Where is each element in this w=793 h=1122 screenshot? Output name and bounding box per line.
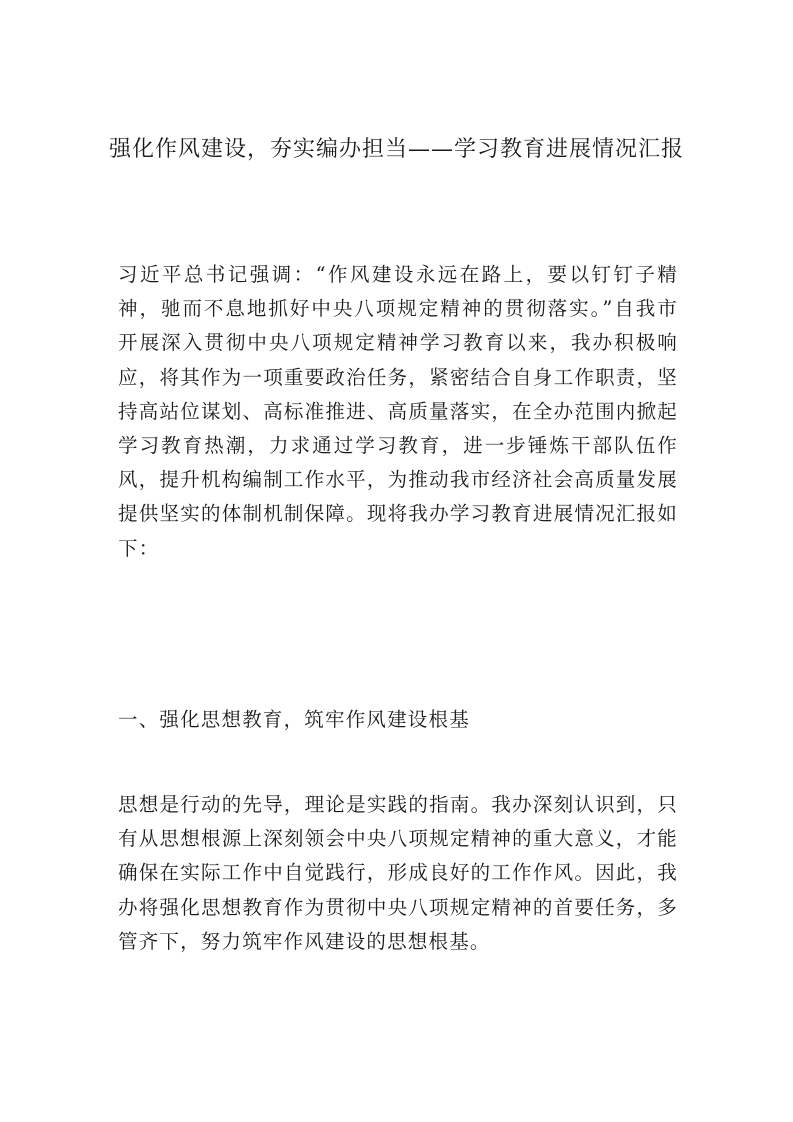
section-paragraph: 思想是行动的先导，理论是实践的指南。我办深刻认识到，只有从思想根源上深刻领会中央八项规定精神的重大意义，才能确保在实际工作中自觉践行，形成良好的工作作风。因此，我办将强化思想教育作为贯彻中央八项规定精神的首要任务，多管齐下，努力筑牢作风建设的思想根基。 [118,793,678,953]
document-title: 强化作风建设，夯实编办担当——学习教育进展情况汇报 [108,137,684,162]
section-heading: 一、强化思想教育，筑牢作风建设根基 [118,708,470,731]
intro-paragraph: 习近平总书记强调：“作风建设永远在路上，要以钉钉子精神，驰而不息地抓好中央八项规定精神的贯彻落实。”自我市开展深入贯彻中央八项规定精神学习教育以来，我办积极响应，将其作为一项重要政治任务，紧密结合自身工作职责，坚持高站位谋划、高标准推进、高质量落实，在全办范围内掀起学习教育热潮，力求通过学习教育，进一步锤炼干部队伍作风，提升机构编制工作水平，为推动我市经济社会高质量发展提供坚实的体制机制保障。现将我办学习教育进展情况汇报如下： [118,263,678,560]
